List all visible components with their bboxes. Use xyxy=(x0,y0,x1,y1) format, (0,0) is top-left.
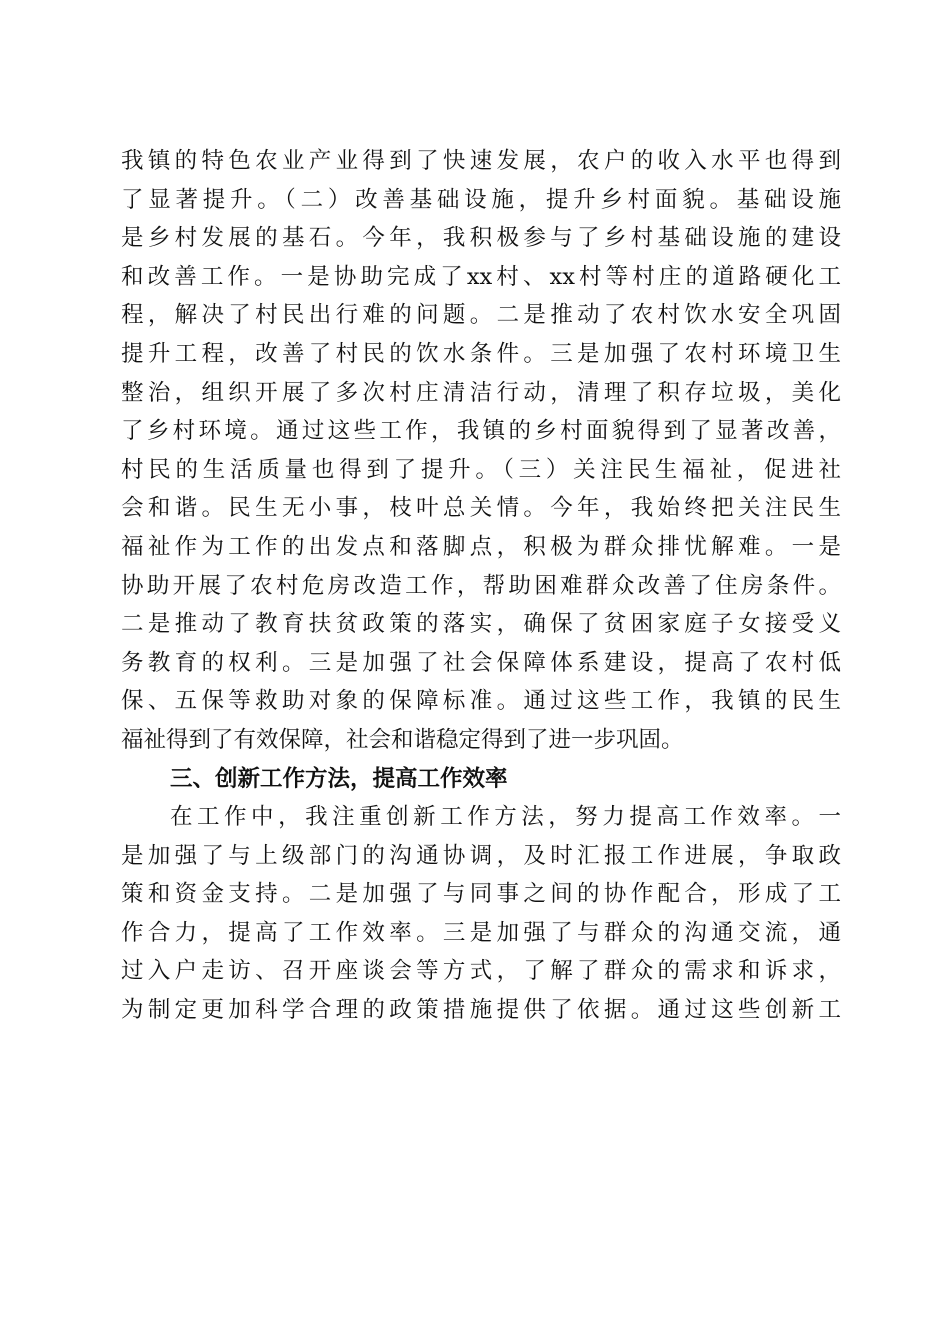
text-line: 作合力，提高了工作效率。三是加强了与群众的沟通交流，通 xyxy=(121,919,841,946)
text-line: 程，解决了村民出行难的问题。二是推动了农村饮水安全巩固 xyxy=(121,302,841,329)
text-line: 整治，组织开展了多次村庄清洁行动，清理了积存垃圾，美化 xyxy=(121,379,841,406)
text-line: 会和谐。民生无小事，枝叶总关情。今年，我始终把关注民生 xyxy=(121,495,841,522)
paragraph-2 xyxy=(121,798,841,1030)
text-line: 过入户走访、召开座谈会等方式，了解了群众的需求和诉求， xyxy=(121,958,841,985)
document-body xyxy=(121,142,841,1030)
text-line: 保、五保等救助对象的保障标准。通过这些工作，我镇的民生 xyxy=(121,688,841,715)
paragraph-1 xyxy=(121,142,841,760)
text-line: 我镇的特色农业产业得到了快速发展，农户的收入水平也得到 xyxy=(121,148,841,174)
text-line: 协助开展了农村危房改造工作，帮助困难群众改善了住房条件。 xyxy=(121,572,841,599)
text-line: 福祉作为工作的出发点和落脚点，积极为群众排忧解难。一是 xyxy=(121,533,841,560)
text-line: 村民的生活质量也得到了提升。（三）关注民生福祉，促进社 xyxy=(121,456,841,483)
text-line: 是乡村发展的基石。今年，我积极参与了乡村基础设施的建设 xyxy=(121,225,841,252)
text-line: 为制定更加科学合理的政策措施提供了依据。通过这些创新工 xyxy=(121,997,841,1024)
text-line: 是加强了与上级部门的沟通协调，及时汇报工作进展，争取政 xyxy=(121,842,841,869)
text-line: 和改善工作。一是协助完成了xx村、xx村等村庄的道路硬化工 xyxy=(121,263,841,290)
text-line: 福祉得到了有效保障，社会和谐稳定得到了进一步巩固。 xyxy=(121,726,684,753)
text-line: 了乡村环境。通过这些工作，我镇的乡村面貌得到了显著改善， xyxy=(121,418,841,445)
text-line: 在工作中，我注重创新工作方法，努力提高工作效率。一 xyxy=(170,804,841,831)
text-line: 务教育的权利。三是加强了社会保障体系建设，提高了农村低 xyxy=(121,649,841,676)
text-line: 了显著提升。（二）改善基础设施，提升乡村面貌。基础设施 xyxy=(121,186,841,213)
section-heading: 三、创新工作方法，提高工作效率 xyxy=(170,765,508,792)
text-line: 提升工程，改善了村民的饮水条件。三是加强了农村环境卫生 xyxy=(121,340,841,367)
text-line: 二是推动了教育扶贫政策的落实，确保了贫困家庭子女接受义 xyxy=(121,611,841,638)
text-line: 策和资金支持。二是加强了与同事之间的协作配合，形成了工 xyxy=(121,881,841,908)
